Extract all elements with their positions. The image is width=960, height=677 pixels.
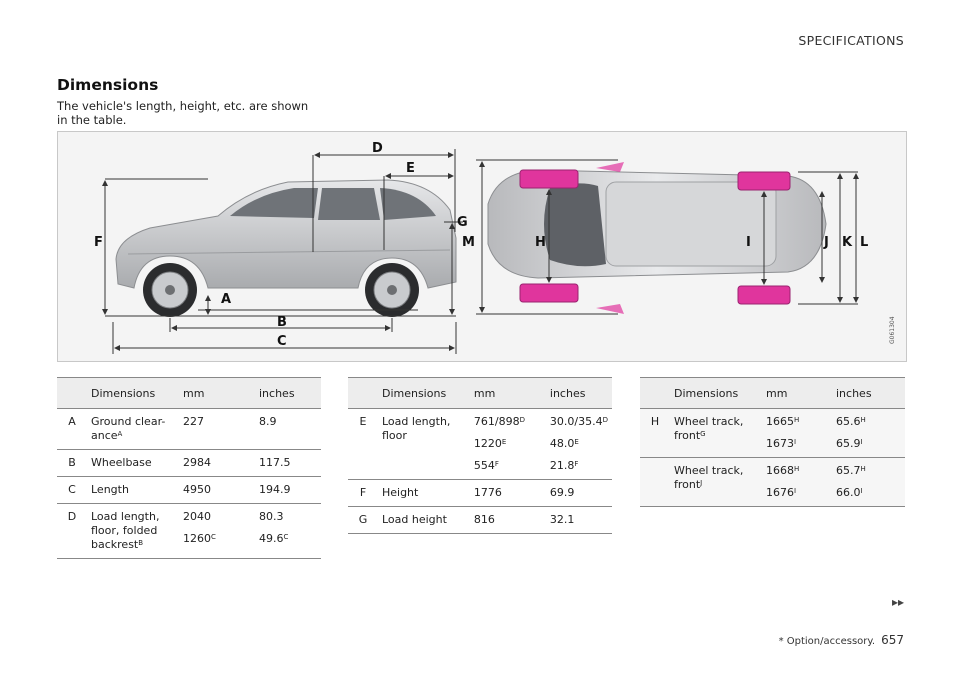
cell-value: Ground clear-ance: [91, 415, 166, 442]
cell-value: Wheel track, front: [674, 415, 744, 442]
col-dimensions: Dimensions: [87, 378, 179, 409]
row-key: [640, 458, 670, 507]
dimension-name: [670, 409, 762, 458]
dimensions-diagram: [58, 132, 906, 361]
mm-value: [179, 450, 255, 477]
cell-value: 69.9: [549, 486, 575, 499]
cell-value: 1260: [183, 532, 211, 545]
cell-value: 1776: [473, 486, 502, 499]
footnote-marker: I: [860, 438, 863, 446]
col-inches: inches: [832, 378, 905, 409]
footnote-marker: D: [602, 416, 608, 424]
cell-value: 554: [473, 459, 495, 472]
cell-value: 65.7: [836, 464, 861, 477]
label-d: D: [372, 141, 383, 156]
intro-text: The vehicle's length, height, etc. are shown in the table.: [57, 99, 309, 127]
table-header-row: [57, 378, 321, 409]
table-row: [57, 409, 321, 450]
mm-value: [470, 480, 546, 507]
row-key: B: [57, 450, 87, 477]
cell-value: 117.5: [259, 456, 291, 469]
mm-value: [470, 507, 546, 534]
cell-value: 21.8: [549, 459, 575, 472]
footnote-marker: H: [794, 416, 800, 424]
col-dimensions: Dimensions: [670, 378, 762, 409]
footnote-marker: I: [860, 487, 863, 495]
table-row: [640, 458, 905, 507]
row-key: C: [57, 477, 87, 504]
section-header: SPECIFICATIONS: [798, 33, 904, 48]
dimension-name: [378, 480, 470, 507]
table-row: [348, 480, 612, 507]
inches-value: [832, 458, 905, 507]
cell-value: 2040: [183, 510, 211, 523]
car-side-view: [116, 180, 456, 317]
table-row: [57, 477, 321, 504]
row-key: F: [348, 480, 378, 507]
table-row: [348, 409, 612, 480]
dimension-name: [87, 450, 179, 477]
cell-value: 816: [473, 513, 495, 526]
cell-value: 8.9: [259, 415, 277, 428]
cell-value: 194.9: [259, 483, 291, 496]
footnote-marker: D: [519, 416, 526, 424]
table-header-row: [348, 378, 612, 409]
label-i: I: [746, 235, 751, 250]
label-a: A: [221, 292, 232, 307]
footnote-text: * Option/accessory.: [778, 636, 876, 647]
cell-value: 1220: [473, 437, 502, 450]
col-mm: mm: [762, 378, 832, 409]
col-mm: mm: [179, 378, 255, 409]
label-j: J: [824, 235, 829, 250]
cell-value: 2984: [183, 456, 211, 469]
dimensions-table-3: [640, 377, 905, 507]
col-inches: inches: [546, 378, 612, 409]
table-header-row: [640, 378, 905, 409]
label-h: H: [535, 235, 546, 250]
label-c: C: [277, 334, 287, 349]
cell-value: 1665: [766, 415, 794, 428]
label-g: G: [457, 215, 468, 230]
dimension-name: [378, 507, 470, 534]
label-l: L: [860, 235, 869, 250]
table-row: [640, 409, 905, 458]
footnote-marker: J: [700, 479, 703, 487]
dimension-name: [670, 458, 762, 507]
image-code: G061304: [889, 316, 896, 344]
dimension-name: [87, 477, 179, 504]
footnote: [779, 633, 904, 647]
cell-value: 66.0: [836, 486, 861, 499]
mm-value: [179, 409, 255, 450]
inches-value: [546, 409, 612, 480]
footnote-marker: C: [211, 533, 216, 541]
cell-value: 1676: [766, 486, 794, 499]
mm-value: [179, 477, 255, 504]
dimension-name: [87, 504, 179, 559]
footnote-marker: H: [860, 416, 866, 424]
mm-value: [179, 504, 255, 559]
cell-value: Length: [91, 483, 129, 496]
label-m: M: [462, 235, 475, 250]
label-f: F: [94, 235, 103, 250]
footnote-marker: B: [138, 539, 144, 547]
cell-value: 1673: [766, 437, 794, 450]
mm-value: [762, 409, 832, 458]
dimension-name: [378, 409, 470, 480]
footnote-marker: H: [794, 465, 800, 473]
footnote-marker: I: [794, 487, 797, 495]
col-mm: mm: [470, 378, 546, 409]
dimension-name: [87, 409, 179, 450]
cell-value: Wheelbase: [91, 456, 152, 469]
footnote-marker: A: [117, 430, 123, 438]
footnote-marker: F: [494, 460, 499, 468]
cell-value: 4950: [183, 483, 211, 496]
row-key: G: [348, 507, 378, 534]
inches-value: [546, 507, 612, 534]
inches-value: [255, 504, 321, 559]
mm-value: [470, 409, 546, 480]
cell-value: 65.9: [836, 437, 861, 450]
footnote-marker: H: [860, 465, 866, 473]
row-key: H: [640, 409, 670, 458]
footnote-marker: C: [283, 533, 289, 541]
page-number: 657: [881, 633, 904, 647]
table-row: [57, 504, 321, 559]
label-k: K: [842, 235, 853, 250]
mm-value: [762, 458, 832, 507]
cell-value: Height: [381, 486, 419, 499]
label-e: E: [406, 161, 415, 176]
cell-value: Load height: [381, 513, 447, 526]
cell-value: 227: [183, 415, 204, 428]
cell-value: Wheel track, front: [674, 464, 744, 491]
col-dimensions: Dimensions: [378, 378, 470, 409]
table-row: [348, 507, 612, 534]
row-key: E: [348, 409, 378, 480]
row-key: A: [57, 409, 87, 450]
cell-value: 48.0: [549, 437, 575, 450]
cell-value: 32.1: [549, 513, 575, 526]
continue-arrows-icon: ▸▸: [891, 595, 904, 609]
dimensions-illustration: [57, 131, 907, 362]
cell-value: 761/898: [473, 415, 520, 428]
footnote-marker: I: [794, 438, 797, 446]
page-title: Dimensions: [57, 76, 159, 94]
col-inches: inches: [255, 378, 321, 409]
inches-value: [832, 409, 905, 458]
dimensions-table-1: [57, 377, 321, 559]
dimensions-table-2: [348, 377, 612, 534]
table-row: [57, 450, 321, 477]
footnote-marker: G: [700, 430, 706, 438]
label-b: B: [277, 315, 287, 330]
inches-value: [255, 450, 321, 477]
cell-value: 30.0/35.4: [549, 415, 603, 428]
inches-value: [255, 409, 321, 450]
cell-value: 80.3: [259, 510, 284, 523]
cell-value: 49.6: [259, 532, 284, 545]
footnote-marker: F: [574, 460, 579, 468]
footnote-marker: E: [574, 438, 579, 446]
cell-value: Load length, floor, folded backrest: [91, 510, 160, 551]
cell-value: Load length, floor: [381, 415, 451, 442]
cell-value: 65.6: [836, 415, 861, 428]
inches-value: [546, 480, 612, 507]
row-key: D: [57, 504, 87, 559]
cell-value: 1668: [766, 464, 794, 477]
inches-value: [255, 477, 321, 504]
footnote-marker: E: [501, 438, 507, 446]
